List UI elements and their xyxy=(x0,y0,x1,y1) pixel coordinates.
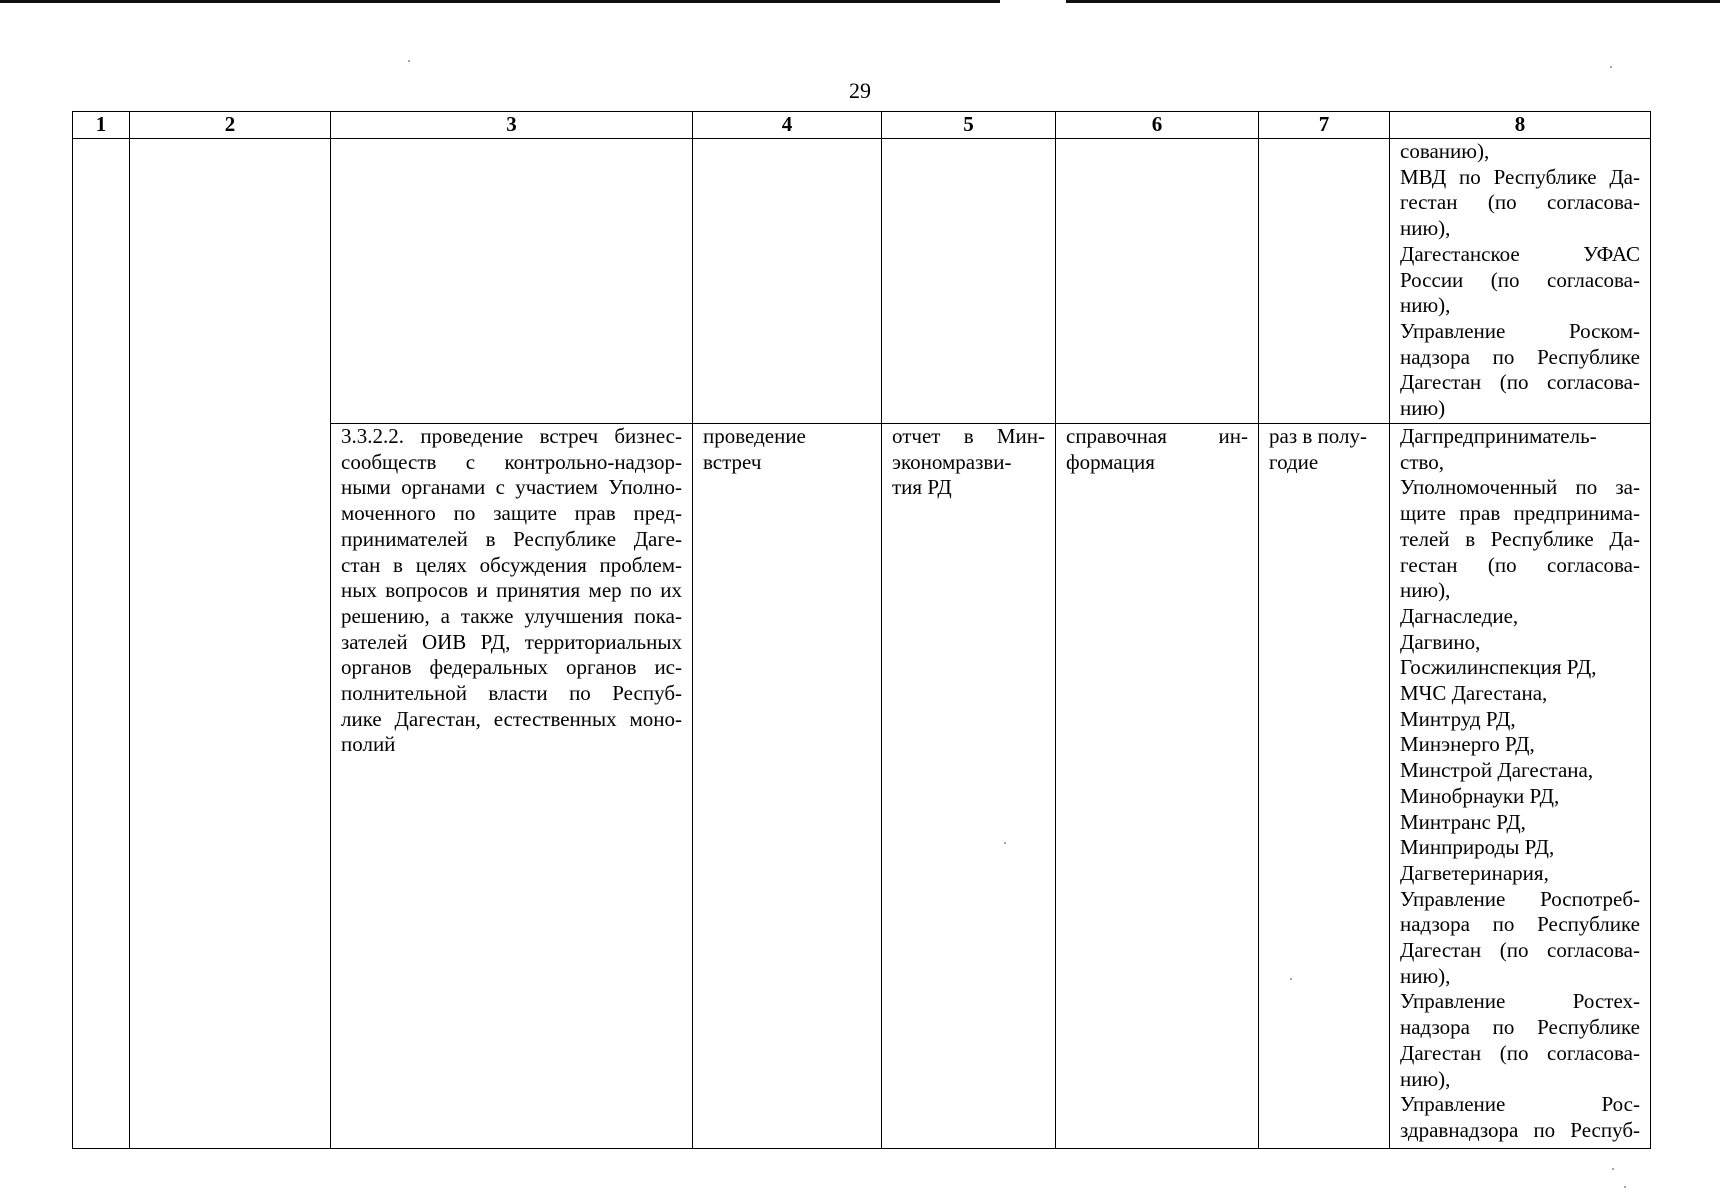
header-col-6: 6 xyxy=(1056,112,1259,139)
row2-col8-line: Минэнерго РД, xyxy=(1400,732,1535,757)
cell-col-1 xyxy=(73,139,130,1149)
page-number: 29 xyxy=(849,78,871,103)
row2-col6-line: справочная ин- xyxy=(1066,424,1248,448)
row2-col8-line: Дагпредприниматель- xyxy=(1400,424,1597,448)
row1-col8-line: Дагестан (по согласова- xyxy=(1400,370,1640,395)
header-col-4: 4 xyxy=(693,112,882,139)
header-col-5: 5 xyxy=(882,112,1056,139)
row2-col5-line: тия РД xyxy=(892,475,952,500)
row2-col5-line: отчет в Мин- xyxy=(892,424,1045,448)
row2-col3-line: зателей ОИВ РД, территориальных xyxy=(341,629,682,654)
row2-col8-line: Дагнаследие, xyxy=(1400,603,1519,628)
row2-col3-line: сообществ с контрольно-надзор- xyxy=(341,449,682,474)
row1-cell-col-8 xyxy=(1390,139,1651,424)
row2-cell-col-4 xyxy=(693,424,882,1149)
row2-col3-line: ных вопросов и принятия мер по их xyxy=(341,578,682,603)
row2-col8-line: Дагвино, xyxy=(1400,629,1481,654)
row2-col8-line: надзора по Республике xyxy=(1400,1015,1640,1040)
scan-speck xyxy=(1610,66,1612,68)
row1-cell-col-4 xyxy=(693,139,882,424)
scan-speck xyxy=(1612,1168,1614,1170)
row2-col8-line: телей в Республике Да- xyxy=(1400,526,1640,551)
row2-col3-line: решению, а также улучшения пока- xyxy=(341,603,682,628)
header-col-7: 7 xyxy=(1259,112,1390,139)
row1-col8-line: нию), xyxy=(1400,216,1451,241)
scan-speck xyxy=(408,60,410,62)
row2-col8-line: надзора по Республике xyxy=(1400,912,1640,937)
scan-speck xyxy=(1624,1186,1626,1188)
row1-col8-line: МВД по Республике Да- xyxy=(1400,164,1640,189)
row1-cell-col-7 xyxy=(1259,139,1390,424)
scan-edge-left xyxy=(0,0,1000,3)
row2-col8-line: Минтранс РД, xyxy=(1400,809,1526,834)
row2-col3-line: лике Дагестан, естественных моно- xyxy=(341,706,682,731)
row2-col8-line: нию), xyxy=(1400,578,1451,603)
row1-col8-line: России (по согласова- xyxy=(1400,267,1640,292)
row1-col8-line: гестан (по согласова- xyxy=(1400,190,1640,215)
header-col-2: 2 xyxy=(130,112,331,139)
row2-col8-line: щите прав предпринима- xyxy=(1400,501,1640,526)
row2-cell-col-6 xyxy=(1056,424,1259,1149)
table-row-1 xyxy=(73,139,1651,424)
row2-col8-line: Управление Рос- xyxy=(1400,1092,1640,1117)
row2-col8-line: Минтруд РД, xyxy=(1400,706,1516,731)
row2-col7-line: годие xyxy=(1269,449,1319,474)
row2-col3-line: моченного по защите прав пред- xyxy=(341,501,682,526)
row2-col8-line: Госжилинспекция РД, xyxy=(1400,655,1597,680)
row2-col8-line: Управление Ростех- xyxy=(1400,989,1640,1014)
cell-col-2 xyxy=(130,139,331,1149)
row2-col4-line: проведение xyxy=(703,424,806,448)
row2-col3-line: полий xyxy=(341,732,396,757)
row2-col3-line: ными органами с участием Уполно- xyxy=(341,475,682,500)
row2-col5-line: экономразви- xyxy=(892,449,1012,474)
row1-cell-col-6 xyxy=(1056,139,1259,424)
header-col-1: 1 xyxy=(73,112,130,139)
row2-cell-col-8 xyxy=(1390,424,1651,1149)
row2-col8-line: Управление Роспотреб- xyxy=(1400,886,1640,911)
row2-col3-line: стан в целях обсуждения проблем- xyxy=(341,552,682,577)
row2-col8-line: нию), xyxy=(1400,1066,1451,1091)
row2-col8-line: гестан (по согласова- xyxy=(1400,552,1640,577)
row2-col4-line: встреч xyxy=(703,449,762,474)
row1-col8-line: нию), xyxy=(1400,293,1451,318)
document-table xyxy=(72,111,1651,1149)
row2-col3-line: принимателей в Республике Даге- xyxy=(341,526,682,551)
row1-col8-line: надзора по Республике xyxy=(1400,344,1640,369)
row2-col3-line: полнительной власти по Респуб- xyxy=(341,681,682,706)
header-col-8: 8 xyxy=(1390,112,1651,139)
row2-col8-line: Дагестан (по согласова- xyxy=(1400,938,1640,963)
scan-speck xyxy=(1004,842,1006,844)
header-col-3: 3 xyxy=(331,112,693,139)
row2-cell-col-3 xyxy=(331,424,693,1149)
scan-edge-right xyxy=(1066,0,1720,3)
row1-col8-line: Управление Роском- xyxy=(1400,318,1640,343)
row1-col8-line: Дагестанское УФАС xyxy=(1400,241,1640,266)
row2-cell-col-5 xyxy=(882,424,1056,1149)
row1-col8-line: нию) xyxy=(1400,396,1446,421)
row1-col8-line: сованию), xyxy=(1400,139,1490,163)
row2-col8-line: МЧС Дагестана, xyxy=(1400,681,1548,706)
row2-col8-line: ство, xyxy=(1400,449,1445,474)
header-row xyxy=(73,112,1651,139)
row2-col8-line: Минстрой Дагестана, xyxy=(1400,758,1594,783)
row2-col7-line: раз в полу- xyxy=(1269,424,1367,448)
row2-col8-line: Дагветеринария, xyxy=(1400,860,1549,885)
row1-cell-col-5 xyxy=(882,139,1056,424)
row2-col8-line: Дагестан (по согласова- xyxy=(1400,1040,1640,1065)
row2-col8-line: Уполномоченный по за- xyxy=(1400,475,1640,500)
row2-col8-line: Минобрнауки РД, xyxy=(1400,783,1560,808)
row1-cell-col-3 xyxy=(331,139,693,424)
row2-cell-col-7 xyxy=(1259,424,1390,1149)
row2-col6-line: формация xyxy=(1066,449,1155,474)
scan-speck xyxy=(1290,978,1292,980)
row2-col3-line: органов федеральных органов ис- xyxy=(341,655,682,680)
row2-col8-line: Минприроды РД, xyxy=(1400,835,1555,860)
row2-col8-line: нию), xyxy=(1400,963,1451,988)
row2-col3-line: 3.3.2.2. проведение встреч бизнес- xyxy=(341,424,682,448)
row2-col8-line: здравнадзора по Респуб- xyxy=(1400,1117,1640,1142)
